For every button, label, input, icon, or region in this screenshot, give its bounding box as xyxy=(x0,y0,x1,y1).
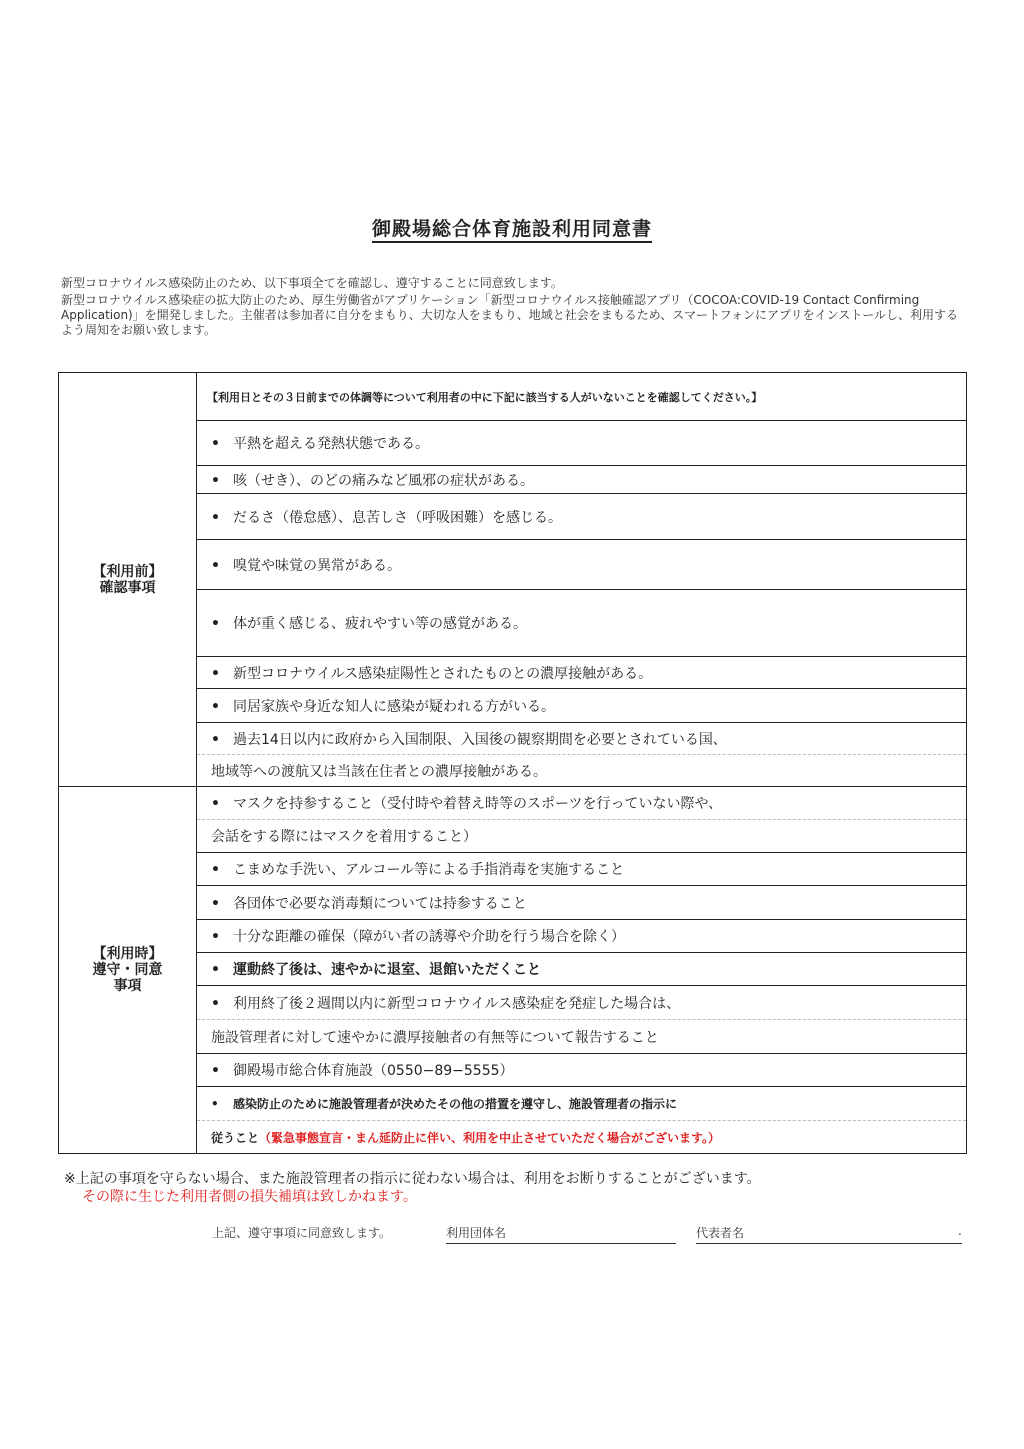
footnote xyxy=(64,1170,761,1206)
before-item-6: • 新型コロナウイルス感染症陽性とされたものとの濃厚接触がある。 xyxy=(197,657,967,689)
signature-end-mark: . xyxy=(958,1224,962,1238)
during-use-label: 【利用時】 遵守・同意 事項 xyxy=(59,787,197,1154)
during-item-4: • 十分な距離の確保（障がい者の誘導や介助を行う場合を除く） xyxy=(197,920,967,953)
representative-name-field[interactable]: 代表者名 xyxy=(696,1224,962,1244)
during-item-8: • 感染防止のために施設管理者が決めたその他の措置を遵守し、施設管理者の指示に xyxy=(197,1087,967,1121)
before-use-header: 【利用日とその３日前までの体調等について利用者の中に下記に該当する人がいないことを確認してください。】 xyxy=(197,373,967,421)
before-item-5: • 体が重く感じる、疲れやすい等の感覚がある。 xyxy=(197,590,967,657)
footnote-line-1: ※上記の事項を守らない場合、また施設管理者の指示に従わない場合は、利用をお断りすることがございます。 xyxy=(64,1171,761,1187)
before-item-8-cont: 地域等への渡航又は当該在住者との濃厚接触がある。 xyxy=(197,755,967,787)
before-item-2: • 咳（せき）、のどの痛みなど風邪の症状がある。 xyxy=(197,466,967,494)
before-item-8: • 過去14日以内に政府から入国制限、入国後の観察期間を必要とされている国、 xyxy=(197,723,967,755)
during-item-5: • 運動終了後は、速やかに退室、退館いただくこと xyxy=(197,953,967,986)
before-item-1: • 平熱を超える発熱状態である。 xyxy=(197,421,967,466)
intro-paragraph-1: 新型コロナウイルス感染防止のため、以下事項全てを確認し、遵守することに同意致します。 xyxy=(61,276,563,290)
during-item-6-cont: 施設管理者に対して速やかに濃厚接触者の有無等について報告すること xyxy=(197,1020,967,1054)
during-item-8-cont: 従うこと（緊急事態宣言・まん延防止に伴い、利用を中止させていただく場合がございます。） xyxy=(197,1121,967,1154)
before-use-label: 【利用前】 確認事項 xyxy=(59,373,197,787)
document-title: 御殿場総合体育施設利用同意書 xyxy=(0,214,1024,241)
signature-area xyxy=(212,1224,962,1241)
intro-text xyxy=(61,276,966,338)
during-item-6: • 利用終了後２週間以内に新型コロナウイルス感染症を発症した場合は、 xyxy=(197,986,967,1020)
intro-paragraph-2: 新型コロナウイルス感染症の拡大防止のため、厚生労働省がアプリケーション「新型コロナウイルス接触確認アプリ（COCOA:COVID-19 Contact Confirming Application)」を開発しました。主催者は参加者に自分をまもり、大切な人をまもり、地域と社会をまもるため、スマートフォンにアプリをインストールし、利用するよう周知をお願い致します。 xyxy=(61,293,958,337)
during-item-1: • マスクを持参すること（受付時や着替え時等のスポーツを行っていない際や、 xyxy=(197,787,967,820)
footnote-line-2: その際に生じた利用者側の損失補填は致しかねます。 xyxy=(82,1189,417,1205)
during-item-3: • 各団体で必要な消毒類については持参すること xyxy=(197,886,967,920)
consent-table xyxy=(58,372,967,1154)
during-item-7: • 御殿場市総合体育施設（0550−89−5555） xyxy=(197,1054,967,1087)
before-item-7: • 同居家族や身近な知人に感染が疑われる方がいる。 xyxy=(197,689,967,723)
during-item-1-cont: 会話をする際にはマスクを着用すること） xyxy=(197,820,967,853)
group-name-field[interactable]: 利用団体名 xyxy=(446,1224,676,1244)
suspension-warning: （緊急事態宣言・まん延防止に伴い、利用を中止させていただく場合がございます。） xyxy=(259,1130,721,1145)
before-item-3: • だるさ（倦怠感）、息苦しさ（呼吸困難）を感じる。 xyxy=(197,494,967,540)
before-item-4: • 嗅覚や味覚の異常がある。 xyxy=(197,540,967,590)
consent-statement: 上記、遵守事項に同意致します。 xyxy=(212,1226,392,1240)
during-item-2: • こまめな手洗い、アルコール等による手指消毒を実施すること xyxy=(197,853,967,886)
